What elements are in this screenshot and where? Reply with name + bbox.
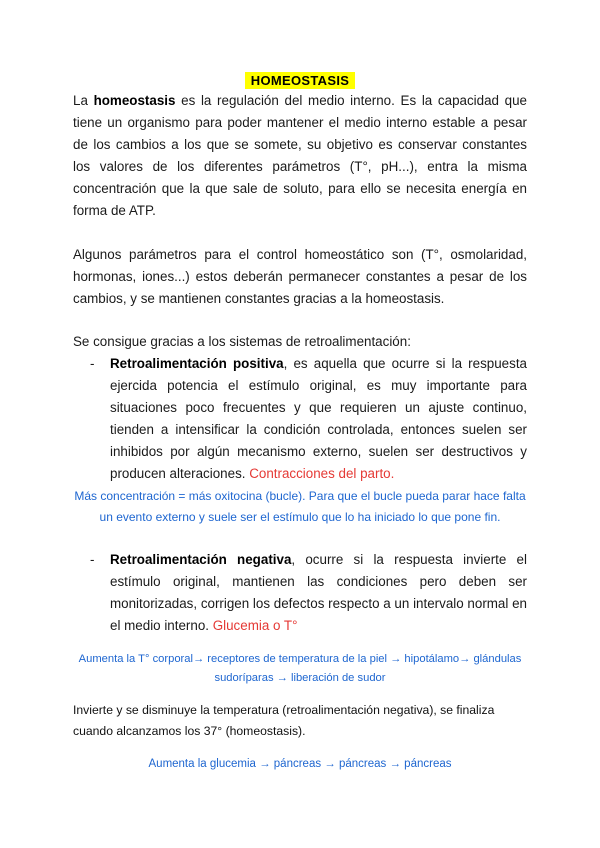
intro-lead: La [73,93,94,108]
page-title [0,72,600,90]
title-highlight: HOMEOSTASIS [245,72,355,89]
temperature-conclusion: Invierte y se disminuye la temperatura (retroalimentación negativa), se finaliza cuando alcanzamos los 37° (homeostasis). [73,703,495,738]
negative-feedback-term: Retroalimentación negativa [110,552,292,567]
intro-term: homeostasis [93,93,176,108]
negative-feedback-example: Glucemia o T° [212,618,298,633]
oxytocin-note: Más concentración = más oxitocina (bucle). Para que el bucle pueda parar hace falta un evento externo y suele ser el estímulo que lo ha iniciado lo que pone fin. [74,489,526,524]
list-dash: - [90,552,95,567]
positive-feedback-text: , es aquella que ocurre si la respuesta ejercida potencia el estímulo original, es muy importante para situaciones poco frecuentes y que requieren un ajuste continuo, tienden a intensificar la condición controlada, entonces suelen ser inhibidos por algún mecanismo externo, suelen ser destructivos y producen alteraciones. [110,356,527,481]
list-item-positive-feedback [110,353,527,485]
intro-paragraph [73,90,527,222]
feedback-intro: Se consigue gracias a los sistemas de retroalimentación: [73,334,411,349]
list-item-negative-feedback [110,549,527,637]
positive-feedback-term: Retroalimentación positiva [110,356,284,371]
intro-rest: es la regulación del medio interno. Es la capacidad que tiene un organismo para poder mantener el medio interno estable a pesar de los cambios a los que se somete, su objetivo es conservar constantes los valores de los diferentes parámetros (T°, pH...), entra la misma concentración que la que sale de soluto, para ello se necesita energía en forma de ATP. [73,93,527,218]
glucemia-chain-note: Aumenta la glucemia → páncreas → páncreas → páncreas [148,758,452,770]
parameters-paragraph: Algunos parámetros para el control homeostático son (T°, osmolaridad, hormonas, iones...) estos deberán permanecer constantes a pesar de los cambios, y se mantienen constantes gracias a la homeostasis. [73,247,527,306]
positive-feedback-example: Contracciones del parto. [249,466,395,481]
negative-feedback-text: , ocurre si la respuesta invierte el estímulo original, mantienen las condiciones pero deben ser monitorizadas, corrigen los defectos respecto a un intervalo normal en el medio interno. [110,552,527,633]
temperature-chain-note: Aumenta la T° corporal→ receptores de temperatura de la piel → hipotálamo→ glándulas sudoríparas → liberación de sudor [78,653,522,684]
list-dash: - [90,356,95,371]
